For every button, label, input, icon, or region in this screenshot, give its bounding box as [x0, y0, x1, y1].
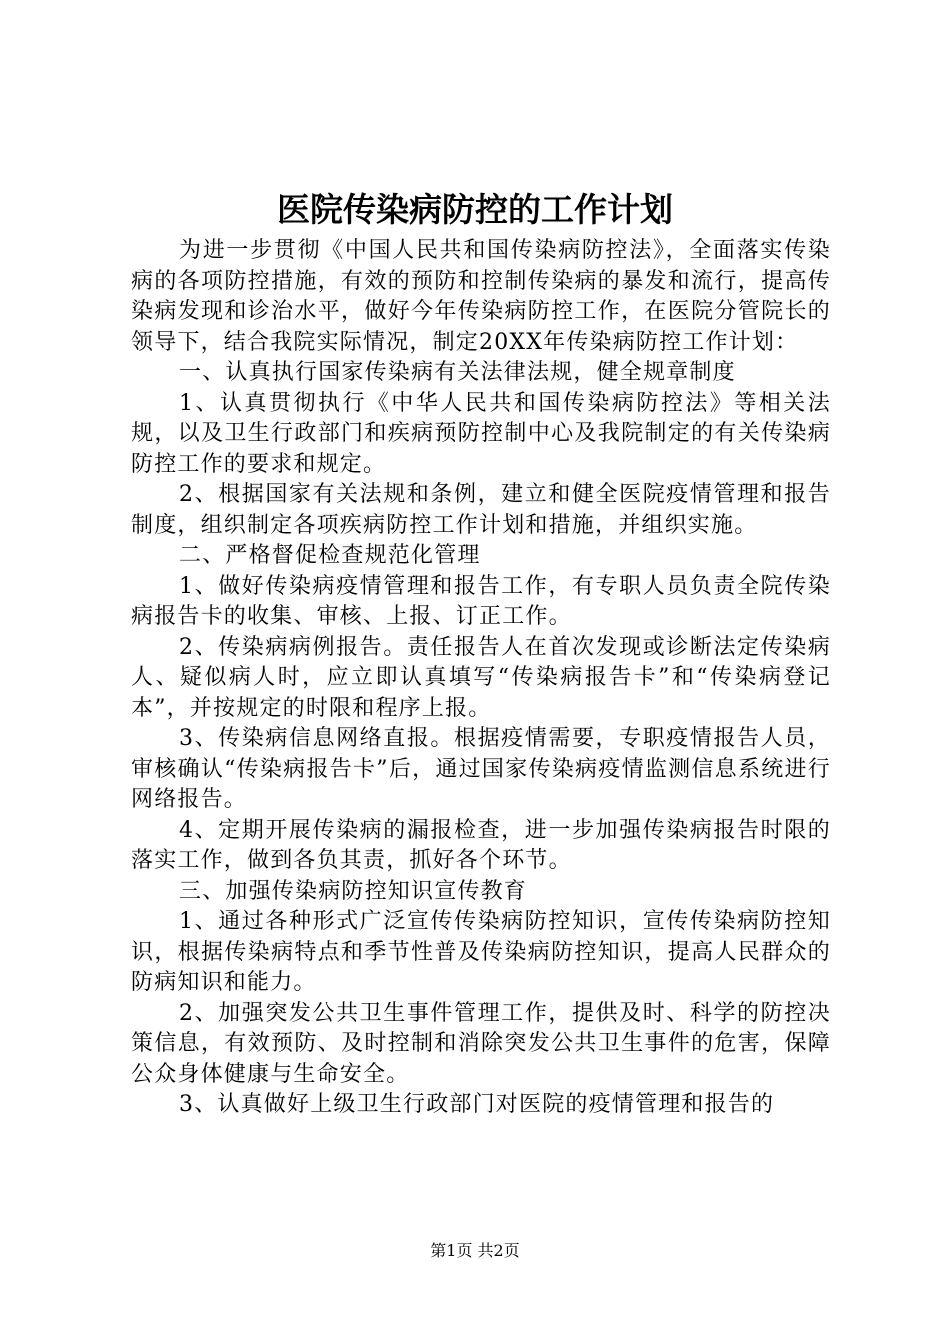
section-2-item-3: 3、传染病信息网络直报。根据疫情需要，专职疫情报告人员，审核确认“传染病报告卡”后，通过国家传染病疫情监测信息系统进行网络报告。	[131, 726, 831, 812]
section-3-item-2: 2、加强突发公共卫生事件管理工作，提供及时、科学的防控决策信息，有效预防、及时控制和消除突发公共卫生事件的危害，保障公众身体健康与生命安全。	[131, 1000, 831, 1087]
document-body	[131, 236, 831, 1121]
section-1-item-1: 1、认真贯彻执行《中华人民共和国传染病防控法》等相关法规，以及卫生行政部门和疾病预防控制中心及我院制定的有关传染病防控工作的要求和规定。	[131, 390, 831, 477]
section-1-heading: 一、认真执行国家传染病有关法律法规，健全规章制度	[179, 360, 736, 385]
section-3-item-1: 1、通过各种形式广泛宣传传染病防控知识，宣传传染病防控知识，根据传染病特点和季节性普及传染病防控知识，提高人民群众的防病知识和能力。	[131, 909, 831, 995]
section-1-item-2: 2、根据国家有关法规和条例，建立和健全医院疫情管理和报告制度，组织制定各项疾病防控工作计划和措施，并组织实施。	[131, 482, 831, 538]
section-2-item-1: 1、做好传染病疫情管理和报告工作，有专职人员负责全院传染病报告卡的收集、审核、上报、订正工作。	[131, 573, 831, 629]
intro-paragraph: 为进一步贯彻《中国人民共和国传染病防控法》，全面落实传染病的各项防控措施，有效的预防和控制传染病的暴发和流行，提高传染病发现和诊治水平，做好今年传染病防控工作，在医院分管院长的领导下，结合我院实际情况，制定20XX年传染病防控工作计划：	[131, 238, 831, 355]
section-2-item-2: 2、传染病病例报告。责任报告人在首次发现或诊断法定传染病人、疑似病人时，应立即认真填写“传染病报告卡”和“传染病登记本”，并按规定的时限和程序上报。	[131, 634, 831, 721]
section-2-heading: 二、严格督促检查规范化管理	[179, 543, 481, 568]
document-title: 医院传染病防控的工作计划	[277, 190, 673, 229]
section-2-item-4: 4、定期开展传染病的漏报检查，进一步加强传染病报告时限的落实工作，做到各负其责，抓好各个环节。	[131, 817, 831, 873]
page-footer: 第1页 共2页	[430, 1241, 520, 1260]
section-3-item-3: 3、认真做好上级卫生行政部门对医院的疫情管理和报告的	[179, 1092, 775, 1117]
section-3-heading: 三、加强传染病防控知识宣传教育	[179, 878, 528, 904]
